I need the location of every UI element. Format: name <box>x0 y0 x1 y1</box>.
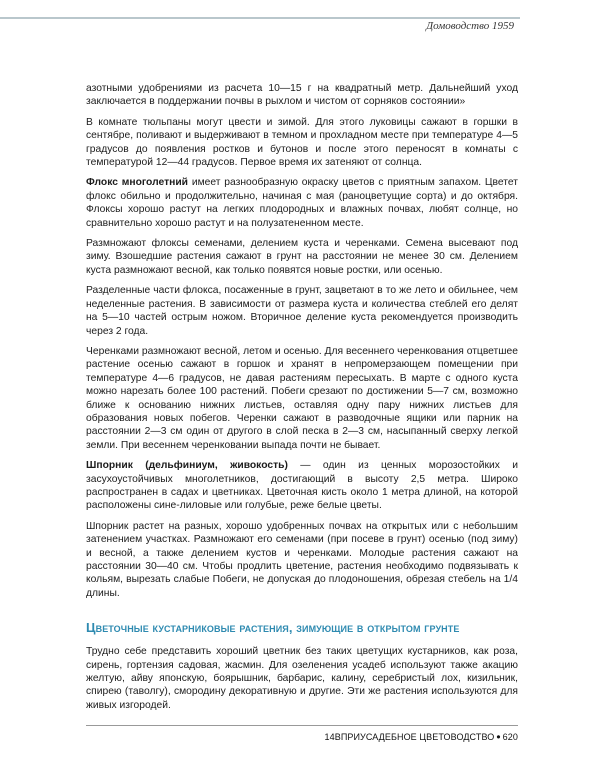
paragraph: Шпорник растет на разных, хорошо удобренных почвах на открытых или с небольшим затенением участках. Размножают его семенами (при посеве в грунт) осенью (под зиму) и весной, а также делением кустов и черенками. Молодые растения сажают на расстоянии 30—40 см. Чтобы продлить цветение, растения необходимо подвязывать к кольям, вырезать слабые Побеги, не допуская до плодоношения, обрезая стебель на 1/4 длины. <box>86 520 518 599</box>
term-delphinium: Шпорник (дельфиниум, живокость) <box>86 460 288 472</box>
section-heading: Цветочные кустарниковые растения, зимующие в открытом грунте <box>86 620 460 636</box>
paragraph: Флокс многолетний имеет разнообразную окраску цветов с приятным запахом. Цветет флокс обильно и продолжительно, начиная с мая (раноцветущие сорта) и до октября. Флоксы хорошо растут на легких плодородных и влажных почвах, любят солнце, но сравнительно хорошо растут и на полузатененном месте. <box>86 177 518 229</box>
paragraph: азотными удобрениями из расчета 10—15 г на квадратный метр. Дальнейший уход заключается в поддержании почвы в рыхлом и чистом от сорняков состоянии» <box>86 83 518 108</box>
footer-book-title: 14ВПРИУСАДЕБНОЕ ЦВЕТОВОДСТВО <box>324 732 495 742</box>
paragraph: Трудно себе представить хороший цветник без таких цветущих кустарников, как роза, сирень, гортензия садовая, жасмин. Для озеленения усадеб используют также акацию желтую, айву японскую, боярышник, барбарис, калину, серебристый лох, кизильник, спирею (таволгу), смородину декоративную и другие. Эти же растения используются для живых изгородей. <box>86 646 518 711</box>
paragraph: Черенками размножают весной, летом и осенью. Для весеннего черенкования отцветшее растение осенью сажают в горшок и хранят в непромерзающем помещении при температуре 4—6 градусов, не давая растениям пересыхать. В марте с одного куста можно нарезать более 100 растений. Побеги срезают по достижении 5—7 см, возможно ближе к основанию нижних листьев, оставляя одну пару нижних листьев для образования новых побегов. Черенки сажают в разводочные ящики или парник на расстоянии 2—3 см один от другого в слой песка в 2—3 см, насыпанный сверху легкой земли. При весеннем черенковании выпада почти не бывает. <box>86 345 518 451</box>
page-body <box>86 82 518 719</box>
running-header: Домоводство 1959 <box>426 20 514 32</box>
page-number: 620 <box>502 732 518 742</box>
paragraph: Разделенные части флокса, посаженные в грунт, зацветают в то же лето и обильнее, чем неделенные растения. В зависимости от размера куста и количества стеблей его делят на 5—10 частей острым ножом. Вторичное деление куста рекомендуется производить через 2 года. <box>86 285 518 337</box>
paragraph: Шпорник (дельфиниум, живокость) — один из ценных морозостойких и засухоустойчивых многолетников, достигающий в высоту 2,5 метра. Широко распространен в садах и цветниках. Цветочная кисть около 1 метра длиной, на которой расположены сине-лиловые или голубые, реже белые цветы. <box>86 460 519 512</box>
page-footer <box>325 730 519 744</box>
paragraph: Размножают флоксы семенами, делением куста и черенками. Семена высевают под зиму. Взошедшие растения сажают в грунт на расстоянии не менее 30 см. Делением куста размножают весной, как только появятся новые ростки, или осенью. <box>86 238 518 276</box>
footer-separator: • <box>496 730 501 744</box>
footer-rule <box>86 725 518 726</box>
header-rule <box>0 17 520 19</box>
paragraph: В комнате тюльпаны могут цвести и зимой. Для этого луковицы сажают в горшки в сентябре, поливают и выдерживают в темном и прохладном месте при температуре 4—5 градусов до появления ростков и бутонов и после этого переносят в комнаты с температурой 12—44 градусов. Первое время их затеняют от солнца. <box>86 116 518 169</box>
term-phlox: Флокс многолетний <box>86 177 189 189</box>
